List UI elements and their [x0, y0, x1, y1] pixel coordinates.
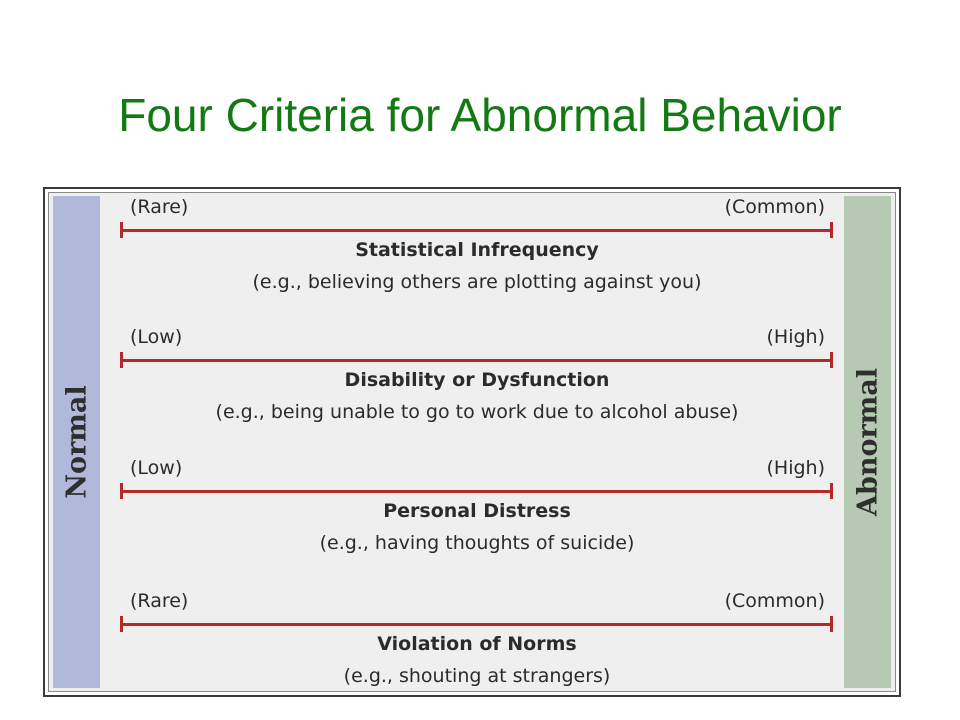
criterion-example: (e.g., having thoughts of suicide)	[319, 532, 635, 554]
scale-tick-left	[120, 483, 123, 499]
scale-low-label: (Low)	[130, 457, 183, 479]
scale-line	[120, 623, 833, 626]
scale-tick-right	[830, 222, 833, 238]
criterion-personal-distress	[104, 457, 850, 587]
scale-tick-right	[830, 352, 833, 368]
criterion-example: (e.g., being unable to go to work due to alcohol abuse)	[215, 401, 739, 423]
scale-low-label: (Rare)	[130, 196, 189, 218]
scale-high-label: (High)	[766, 457, 825, 479]
scale-tick-right	[830, 616, 833, 632]
slide-title: Four Criteria for Abnormal Behavior	[118, 89, 842, 141]
scale-high-label: (High)	[766, 326, 825, 348]
scale-tick-left	[120, 352, 123, 368]
criterion-name: Statistical Infrequency	[355, 239, 599, 261]
criterion-violation-of-norms	[104, 590, 850, 720]
scale-high-label: (Common)	[724, 590, 825, 612]
criterion-statistical-infrequency	[104, 196, 850, 326]
criterion-disability-dysfunction	[104, 326, 850, 456]
criterion-example: (e.g., believing others are plotting against you)	[252, 271, 702, 293]
scale-line	[120, 359, 833, 362]
scale-tick-left	[120, 616, 123, 632]
abnormal-label: Abnormal	[852, 367, 883, 517]
scale-tick-right	[830, 483, 833, 499]
scale-line	[120, 490, 833, 493]
criterion-name: Violation of Norms	[377, 633, 577, 655]
scale-line	[120, 229, 833, 232]
criteria-diagram	[43, 187, 901, 697]
scale-tick-left	[120, 222, 123, 238]
abnormal-bar	[844, 196, 891, 688]
criterion-name: Disability or Dysfunction	[344, 369, 610, 391]
criterion-name: Personal Distress	[383, 500, 571, 522]
scale-low-label: (Low)	[130, 326, 183, 348]
diagram-panel	[48, 192, 896, 692]
normal-label: Normal	[61, 385, 92, 499]
criterion-example: (e.g., shouting at strangers)	[343, 665, 611, 687]
scale-low-label: (Rare)	[130, 590, 189, 612]
scale-high-label: (Common)	[724, 196, 825, 218]
normal-bar	[53, 196, 100, 688]
